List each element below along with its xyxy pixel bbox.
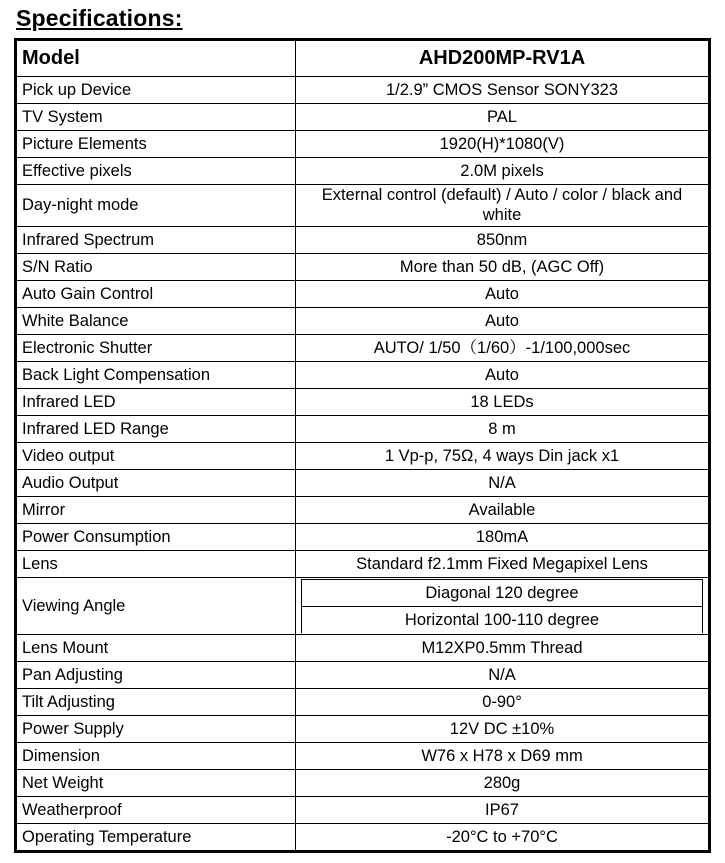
row-label: Tilt Adjusting <box>16 689 296 716</box>
row-value: 850nm <box>296 227 710 254</box>
table-row <box>16 335 710 362</box>
row-value: Available <box>296 497 710 524</box>
row-value-group <box>296 578 710 635</box>
row-label: Viewing Angle <box>16 578 296 635</box>
row-label: Infrared LED Range <box>16 416 296 443</box>
table-row <box>16 635 710 662</box>
table-row <box>16 281 710 308</box>
specifications-table <box>14 38 711 853</box>
table-row <box>16 770 710 797</box>
table-row <box>16 104 710 131</box>
row-value: More than 50 dB, (AGC Off) <box>296 254 710 281</box>
row-value: 18 LEDs <box>296 389 710 416</box>
row-label: S/N Ratio <box>16 254 296 281</box>
row-value: 1 Vp-p, 75Ω, 4 ways Din jack x1 <box>296 443 710 470</box>
table-row <box>16 743 710 770</box>
table-row <box>16 524 710 551</box>
row-label: Day-night mode <box>16 185 296 227</box>
page-title: Specifications: <box>16 5 183 31</box>
table-row <box>16 443 710 470</box>
table-row <box>16 254 710 281</box>
row-label: Net Weight <box>16 770 296 797</box>
row-value: 2.0M pixels <box>296 158 710 185</box>
row-label: Pick up Device <box>16 77 296 104</box>
table-row <box>16 824 710 852</box>
row-value: 280g <box>296 770 710 797</box>
row-value: PAL <box>296 104 710 131</box>
table-row <box>16 227 710 254</box>
row-value: AUTO/ 1/50（1/60）-1/100,000sec <box>296 335 710 362</box>
row-value: 180mA <box>296 524 710 551</box>
row-value-diagonal: Diagonal 120 degree <box>302 580 703 607</box>
row-value: 8 m <box>296 416 710 443</box>
table-row <box>16 797 710 824</box>
table-row <box>16 497 710 524</box>
row-label: Lens Mount <box>16 635 296 662</box>
row-label: Operating Temperature <box>16 824 296 852</box>
row-label: Mirror <box>16 497 296 524</box>
row-label: Power Supply <box>16 716 296 743</box>
row-label: Pan Adjusting <box>16 662 296 689</box>
row-label: Electronic Shutter <box>16 335 296 362</box>
row-value: Standard f2.1mm Fixed Megapixel Lens <box>296 551 710 578</box>
row-label: Picture Elements <box>16 131 296 158</box>
header-label-model: Model <box>16 40 296 77</box>
table-header-row <box>16 40 710 77</box>
table-row <box>16 470 710 497</box>
row-value: N/A <box>296 470 710 497</box>
row-value: 1/2.9” CMOS Sensor SONY323 <box>296 77 710 104</box>
row-value: Auto <box>296 362 710 389</box>
table-row <box>16 185 710 227</box>
table-row <box>16 716 710 743</box>
row-label: Video output <box>16 443 296 470</box>
subtable-row <box>302 607 703 634</box>
row-value: Auto <box>296 308 710 335</box>
table-row-viewing-angle <box>16 578 710 635</box>
row-label: Auto Gain Control <box>16 281 296 308</box>
row-label: Dimension <box>16 743 296 770</box>
row-label: TV System <box>16 104 296 131</box>
row-label: Back Light Compensation <box>16 362 296 389</box>
subtable-row <box>302 580 703 607</box>
table-row <box>16 308 710 335</box>
row-value-horizontal: Horizontal 100-110 degree <box>302 607 703 634</box>
row-value: 0-90° <box>296 689 710 716</box>
table-row <box>16 389 710 416</box>
row-label: Infrared Spectrum <box>16 227 296 254</box>
row-label: White Balance <box>16 308 296 335</box>
row-value: W76 x H78 x D69 mm <box>296 743 710 770</box>
row-value: 12V DC ±10% <box>296 716 710 743</box>
row-label: Lens <box>16 551 296 578</box>
row-label: Power Consumption <box>16 524 296 551</box>
row-value: External control (default) / Auto / color / black and white <box>296 185 710 227</box>
table-row <box>16 362 710 389</box>
row-value: IP67 <box>296 797 710 824</box>
table-row <box>16 416 710 443</box>
row-value: 1920(H)*1080(V) <box>296 131 710 158</box>
viewing-angle-subtable <box>301 579 703 633</box>
table-row <box>16 662 710 689</box>
row-label: Effective pixels <box>16 158 296 185</box>
table-row <box>16 158 710 185</box>
row-value: N/A <box>296 662 710 689</box>
table-row <box>16 131 710 158</box>
header-value-model: AHD200MP-RV1A <box>296 40 710 77</box>
table-row <box>16 689 710 716</box>
table-row <box>16 77 710 104</box>
row-label: Infrared LED <box>16 389 296 416</box>
row-label: Weatherproof <box>16 797 296 824</box>
row-label: Audio Output <box>16 470 296 497</box>
row-value: M12XP0.5mm Thread <box>296 635 710 662</box>
table-row <box>16 551 710 578</box>
row-value: Auto <box>296 281 710 308</box>
row-value: -20°C to +70°C <box>296 824 710 852</box>
